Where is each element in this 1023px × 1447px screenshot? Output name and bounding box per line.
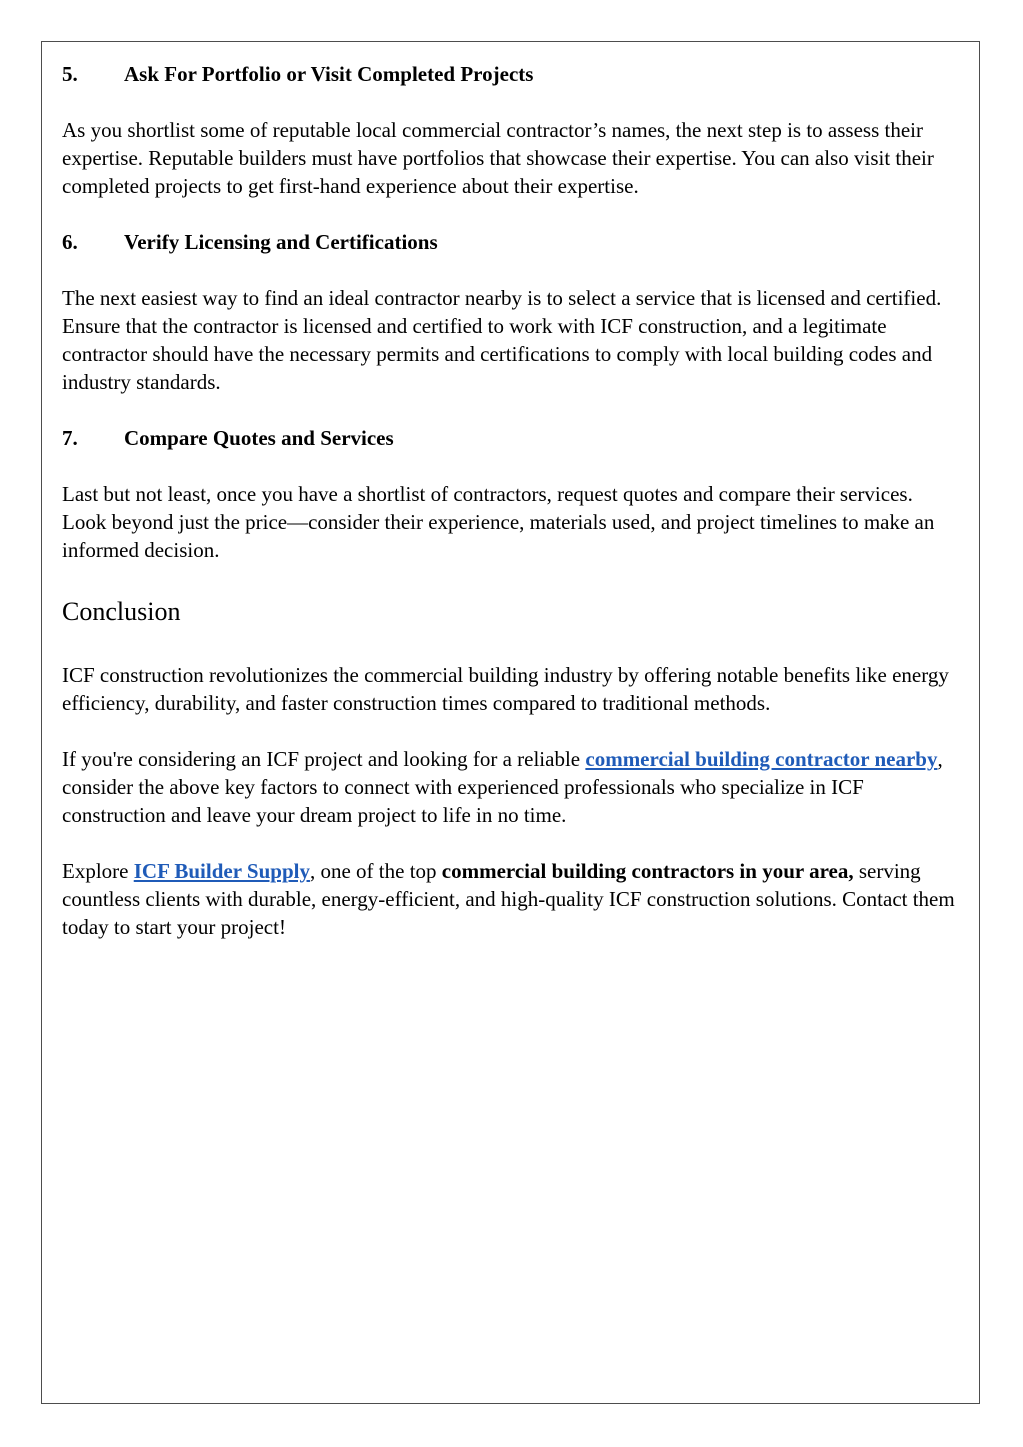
section-heading-6 <box>62 228 962 256</box>
section-heading-5 <box>62 60 962 88</box>
commercial-building-contractor-link[interactable]: commercial building contractor nearby <box>585 747 938 771</box>
conclusion-paragraph-1: ICF construction revolutionizes the commercial building industry by offering notable benefits like energy efficiency, durability, and faster construction times compared to traditional methods. <box>62 663 949 715</box>
conclusion-paragraph-3 <box>62 857 962 941</box>
section-title: Compare Quotes and Services <box>124 426 394 450</box>
icf-builder-supply-link[interactable]: ICF Builder Supply <box>133 859 310 883</box>
conclusion-heading: Conclusion <box>62 597 181 626</box>
section-number: 7. <box>62 426 78 450</box>
section-title: Verify Licensing and Certifications <box>124 230 438 254</box>
paragraph-text: Explore <box>62 859 134 883</box>
section-paragraph-6: The next easiest way to find an ideal contractor nearby is to select a service that is licensed and certified. Ensure that the contractor is licensed and certified to work with ICF construction, and a legitimate contractor should have the necessary permits and certifications to comply with local building codes and industry standards. <box>62 286 942 394</box>
document-body <box>62 60 962 969</box>
section-paragraph-5: As you shortlist some of reputable local commercial contractor’s names, the next step is to assess their expertise. Reputable builders must have portfolios that showcase their expertise. You can also visit their completed projects to get first-hand experience about their expertise. <box>62 118 934 198</box>
paragraph-text: If you're considering an ICF project and looking for a reliable <box>62 747 586 771</box>
section-heading-7 <box>62 424 962 452</box>
paragraph-text: serving countless clients with durable, energy-efficient, and high-quality ICF construction solutions. Contact them today to start your project! <box>62 859 955 939</box>
section-title: Ask For Portfolio or Visit Completed Projects <box>124 62 534 86</box>
section-number: 6. <box>62 230 78 254</box>
paragraph-text: , consider the above key factors to connect with experienced professionals who specialize in ICF construction and leave your dream project to life in no time. <box>62 747 943 827</box>
section-paragraph-7: Last but not least, once you have a shortlist of contractors, request quotes and compare their services. Look beyond just the price—consider their experience, materials used, and project timelines to make an informed decision. <box>62 482 935 562</box>
paragraph-text: , one of the top <box>309 859 442 883</box>
conclusion-paragraph-2 <box>62 745 962 829</box>
section-number: 5. <box>62 62 78 86</box>
bold-phrase: commercial building contractors in your area, <box>441 859 854 883</box>
